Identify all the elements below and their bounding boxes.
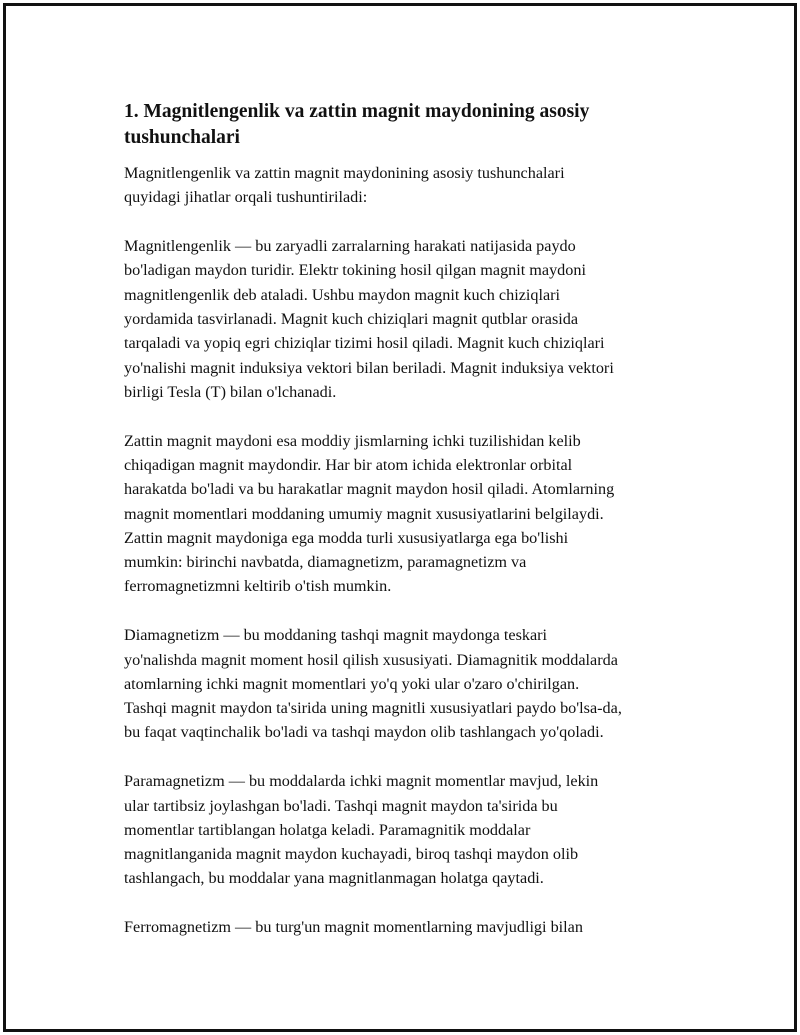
text-line: bo'ladigan maydon turidir. Elektr tokining hosil qilgan magnit maydoni (124, 261, 586, 280)
text-line: Tashqi magnit maydon ta'sirida uning magnitli xususiyatlari paydo bo'lsa-da, (124, 699, 622, 718)
text-line: tarqaladi va yopiq egri chiziqlar tizimi hosil qiladi. Magnit kuch chiziqlari (124, 334, 605, 353)
text-line: Magnitlengenlik — bu zaryadli zarralarning harakati natijasida paydo (124, 237, 576, 256)
text-line: yo'nalishi magnit induksiya vektori bilan beriladi. Magnit induksiya vektori (124, 358, 614, 377)
paragraph-ferromagnetizm (124, 915, 699, 939)
text-line: atomlarning ichki magnit momentlari yo'q yoki ular o'zaro o'chirilgan. (124, 674, 580, 693)
text-line: Paramagnetizm — bu moddalarda ichki magnit momentlar mavjud, lekin (124, 772, 599, 791)
paragraph-diamagnetizm (124, 623, 699, 744)
text-line: birligi Tesla (T) bilan o'lchanadi. (124, 382, 337, 401)
paragraph-magnitlengenlik (124, 234, 699, 404)
section-heading (124, 99, 699, 151)
text-line: magnit momentlari moddaning umumiy magnit xususiyatlarini belgilaydi. (124, 504, 604, 523)
text-line: quyidagi jihatlar orqali tushuntiriladi: (124, 188, 368, 207)
page-frame (3, 3, 797, 1032)
text-line: ular tartibsiz joylashgan bo'ladi. Tashqi magnit maydon ta'sirida bu (124, 796, 558, 815)
document-body (124, 99, 699, 964)
text-line: mumkin: birinchi navbatda, diamagnetizm, paramagnetizm va (124, 553, 527, 572)
text-line: Zattin magnit maydoniga ega modda turli xususiyatlarga ega bo'lishi (124, 528, 569, 547)
text-line: magnitlanganida magnit maydon kuchayadi, biroq tashqi maydon olib (124, 845, 579, 864)
text-line: tashlangach, bu moddalar yana magnitlanmagan holatga qaytadi. (124, 869, 544, 888)
text-line: Ferromagnetizm — bu turg'un magnit momentlarning mavjudligi bilan (124, 918, 583, 937)
text-line: yo'nalishda magnit moment hosil qilish xususiyati. Diamagnitik moddalarda (124, 650, 618, 669)
paragraph-intro (124, 161, 699, 210)
text-line: Diamagnetizm — bu moddaning tashqi magnit maydonga teskari (124, 626, 548, 645)
text-line: magnitlengenlik deb ataladi. Ushbu maydon magnit kuch chiziqlari (124, 285, 561, 304)
heading-line: tushunchalari (124, 127, 240, 148)
paragraph-paramagnetizm (124, 769, 699, 890)
text-line: bu faqat vaqtinchalik bo'ladi va tashqi maydon olib tashlangach yo'qoladi. (124, 723, 604, 742)
text-line: Zattin magnit maydoni esa moddiy jismlarning ichki tuzilishidan kelib (124, 431, 581, 450)
heading-line: 1. Magnitlengenlik va zattin magnit maydonining asosiy (124, 101, 590, 122)
text-line: harakatda bo'ladi va bu harakatlar magnit maydon hosil qiladi. Atomlarning (124, 480, 615, 499)
text-line: momentlar tartiblangan holatga keladi. Paramagnitik moddalar (124, 820, 531, 839)
text-line: chiqadigan magnit maydondir. Har bir atom ichida elektronlar orbital (124, 455, 573, 474)
paragraph-zattin-maydon (124, 429, 699, 599)
text-line: Magnitlengenlik va zattin magnit maydonining asosiy tushunchalari (124, 164, 565, 182)
text-line: yordamida tasvirlanadi. Magnit kuch chiziqlari magnit qutblar orasida (124, 309, 579, 328)
text-line: ferromagnetizmni keltirib o'tish mumkin. (124, 577, 392, 596)
